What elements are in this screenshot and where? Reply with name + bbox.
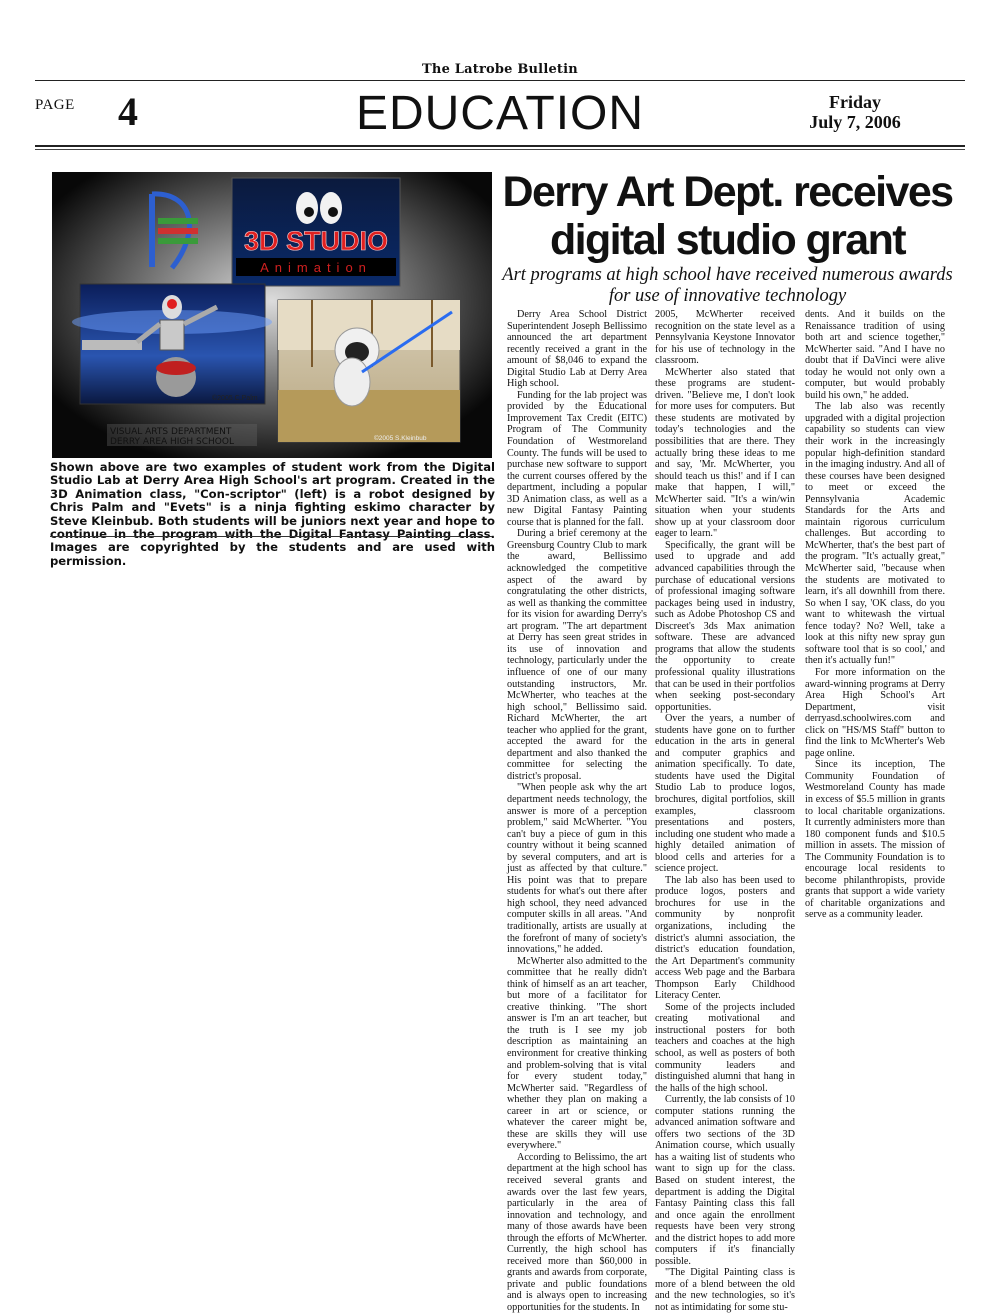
article-column-1	[507, 309, 647, 1314]
masthead-rule	[35, 80, 965, 81]
studio-logo-text: 3D STUDIO	[243, 226, 389, 256]
paragraph: 2005, McWherter received recognition on the state level as a Pennsylvania Keystone Innovator for his use of technology in the classroom.	[655, 309, 795, 367]
article-headline: Derry Art Dept. receives digital studio grant	[502, 168, 953, 264]
header-rule	[35, 145, 965, 147]
article-column-2	[655, 309, 795, 1314]
paragraph: Derry Area School District Superintendent Joseph Bellissimo announced the art department recently received a grant in the amount of $8,046 to expand the Digital Studio Lab at Derry Area High school.	[507, 309, 647, 390]
paragraph: "When people ask why the art department needs technology, the answer is more of a perception problem," said McWherter. "You can't buy a piece of gum in this country without it being scanned by several computers, and art is just as affected by that culture." His point was that to prepare students for what's out there after high school, they need advanced computer skills in all areas. "And traditionally, artists are usually at the forefront of many of society's innovations," he added.	[507, 782, 647, 956]
studio-logo-subtext: Animation	[260, 260, 372, 275]
caption-rule	[50, 536, 492, 537]
paragraph: Currently, the lab consists of 10 computer stations running the advanced animation software and offers two sections of the 3D Animation course, which usually has a waiting list of students who want to sign up for the class. Based on student interest, the department is adding the Digital Fantasy Painting class this fall and once again the enrollment requests have been very strong and the district hopes to add more computers if it's financially possible.	[655, 1094, 795, 1267]
article-column-3	[805, 309, 945, 921]
paragraph: Funding for the lab project was provided by the Educational Improvement Tax Credit (EITC) Program of The Community Foundation of Westmoreland County. The funds will be used to purchase new software to support the current courses offered by the department, including a popular 3D Animation class, as well as a new Digital Fantasy Painting course that is planned for the fall.	[507, 389, 647, 528]
dept-label-line1: VISUAL ARTS DEPARTMENT	[110, 427, 232, 437]
paragraph: During a brief ceremony at the Greensburg Country Club to mark the award, Bellissimo acknowledged the competitive aspect of the award by congratulating the other districts, as well as thanking the committee for its vision for awarding Derry's art program. "The art department at Derry has seen great strides in its use of innovation and technology, particularly under the influence of one of our many outstanding instructors, Mr. McWherter, who teaches at the high school," Bellissimo said. Richard McWherter, the art teacher who applied for the grant, accepted the award for the department and also thanked the committee for selecting the district's proposal.	[507, 528, 647, 782]
paragraph: Since its inception, The Community Foundation of Westmoreland County has made in excess of $5.5 million in grants to local charitable organizations. It currently administers more than 180 component funds and $10.5 million in assets. The mission of The Community Foundation is to encourage local residents to become philanthropists, provide grants that support a wide variety of charitable organizations and serve as a community leader.	[805, 759, 945, 921]
masthead: The Latrobe Bulletin	[422, 62, 578, 77]
paragraph: For more information on the award-winning programs at Derry Area High School's Art Department, visit derryasd.schoolwires.com and click on "HS/MS Staff" button to find the link to McWherter's Web page online.	[805, 666, 945, 759]
paragraph: Specifically, the grant will be used to upgrade and add advanced capabilities through the purchase of educational versions of professional imaging software packages being used in industry, such as Adobe Photoshop CS and Discreet's 3ds Max animation software. These are advanced programs that allow the students the opportunity to create professional quality illustrations that can be used in their portfolios when seeking post-secondary opportunities.	[655, 539, 795, 713]
paragraph: Some of the projects included creating motivational and instructional posters for both teachers and coaches at the high school, as well as posters of both community leaders and distinguished alumni that hang in the halls of the high school.	[655, 1001, 795, 1094]
paragraph: According to Belissimo, the art department at the high school has received several grants and awards over the last few years, particularly in the area of innovation and technology, and many of those awards have been through the efforts of McWherter. Currently, the high school has received more than $60,000 in grants and awards from corporate, private and public foundations and is always open to increasing opportunities for the students. In	[507, 1151, 647, 1314]
paragraph: McWherter also admitted to the committee that he really didn't think of himself as an art teacher, but more of a facilitator for creative thinking. "The short answer is I'm an art teacher, but the truth is I see my job description as maintaining an environment for creative thinking and problem-solving that is vital for every student today," McWherter said. "Regardless of whether they plan on making a career in art or science, or whatever the career might be, these are skills they will use everywhere."	[507, 955, 647, 1152]
credit-right: ©2005 S.Kleinbub	[374, 435, 427, 442]
paragraph: The lab also was recently upgraded with a digital projection capability so students can view their work in the increasingly popular high-definition standard in the imaging industry. And all of these courses have been designed to meet or exceed the Pennsylvania Academic Standards for the Arts and maintain rigorous curriculum challenges. But according to McWherter, that's the best part of the program. "It's actually great," McWherter said, "because when the students are motivated to learn, it's all downhill from there. So when I say, 'OK class, do you want to whitewash the virtual fence today? No? Well, take a look at this nifty new spray gun software tool that is so cool,' and then it's actually fun!"	[805, 401, 945, 667]
paragraph: McWherter also stated that these programs are student-driven. "Believe me, I don't look for more uses for computers. But these students are motivated by today's technologies and the possibilities that are there. They actually bring these ideas to me and say, 'Mr. McWherter, you should teach us this!' and if I can make that happen, I will," McWherter said. "It's a win/win situation when your students show up at your classroom door eager to learn."	[655, 366, 795, 540]
student-artwork-photo	[52, 172, 492, 458]
issue-full-date: July 7, 2006	[809, 112, 901, 132]
paragraph: "The Digital Painting class is more of a blend between the old and the new technologies, so it's not as intimidating for some stu-	[655, 1267, 795, 1314]
article-deck: Art programs at high school have received numerous awards for use of innovative technology	[502, 265, 953, 306]
credit-left: ©2005 C.Palm	[212, 395, 258, 402]
paragraph: Over the years, a number of students have gone on to further education in the arts in general and computer graphics and animation specifically. To date, students have used the Digital Studio Lab to produce logos, brochures, digital portfolios, skill examples, classroom presentations and posters, including one student who made a highly detailed animation of blood cells and arteries for a science project.	[655, 713, 795, 875]
paragraph: The lab also has been used to produce logos, posters and brochures for use in the community by nonprofit organizations, including the district's alumni association, the district's education foundation, the Art Department's community access Web page and the Barbara Thompson Early Childhood Literacy Center.	[655, 874, 795, 1002]
issue-day: Friday	[829, 92, 881, 112]
photo-caption: Shown above are two examples of student work from the Digital Studio Lab at Derry Area High School's art program. Created in the 3D Animation class, "Con-scriptor" (left) is a robot designed by Chris Palm and "Evets" is a ninja fighting eskimo character by Steve Kleinbub. Both students will be juniors next year and hope to continue in the program with the Digital Fantasy Painting class. Images are copyrighted by the students and are used with permission.	[50, 460, 495, 568]
page-label: PAGE	[35, 97, 75, 113]
paragraph: dents. And it builds on the Renaissance tradition of using both art and science together," McWherter said. "And I have no doubt that if DaVinci were alive today he would not only own a computer, but would probably build his own," he added.	[805, 309, 945, 401]
dept-label-line2: DERRY AREA HIGH SCHOOL	[110, 437, 234, 447]
section-title: EDUCATION	[355, 87, 645, 140]
header-rule-thin	[35, 149, 965, 150]
issue-date	[790, 92, 920, 132]
artwork-illustration	[52, 172, 492, 458]
page-number: 4	[118, 89, 138, 134]
